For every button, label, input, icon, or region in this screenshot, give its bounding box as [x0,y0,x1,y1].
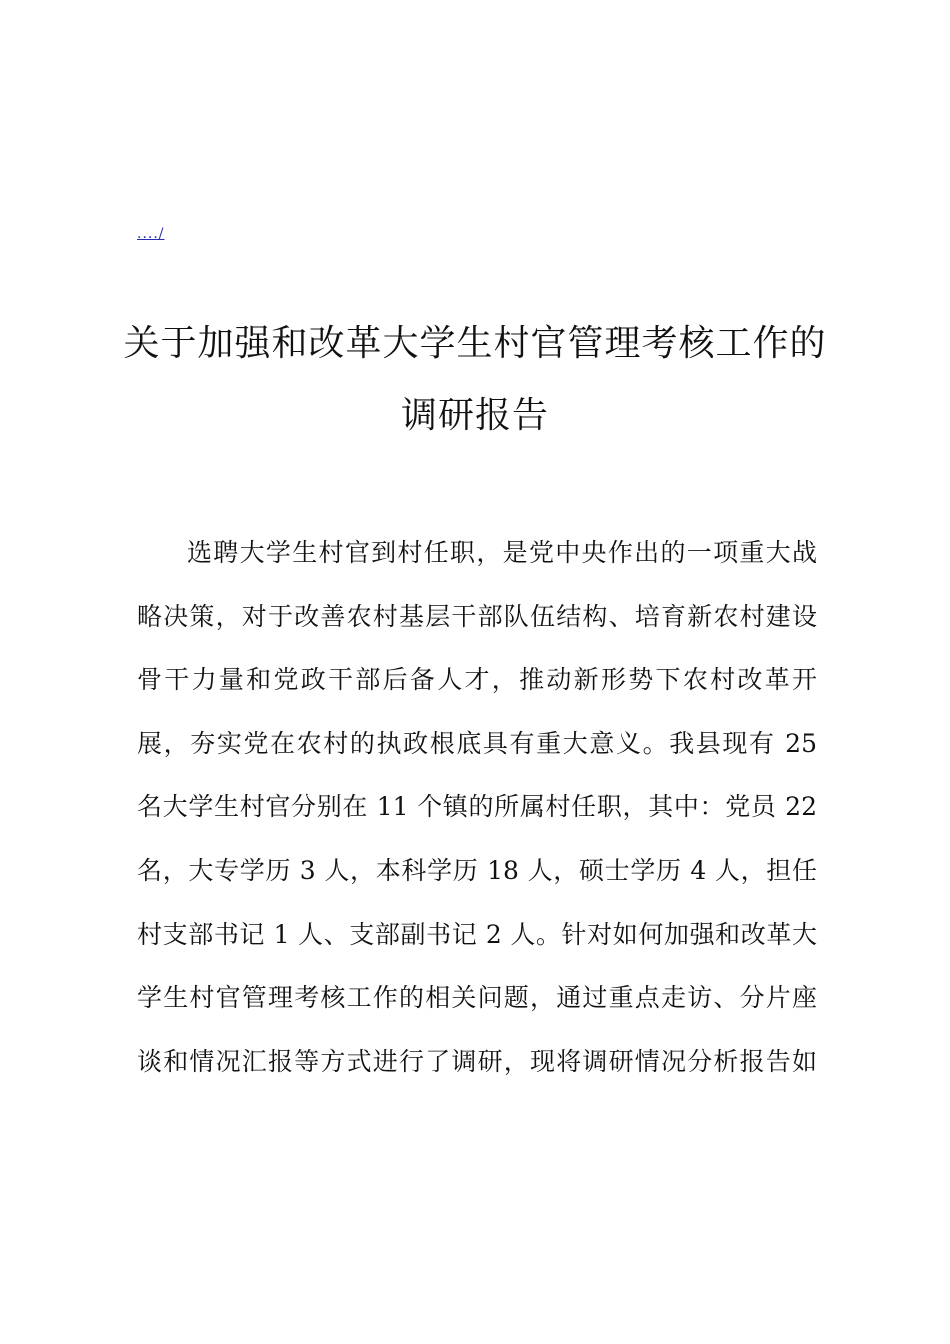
paragraph-line-6: 名，大专学历 3 人，本科学历 18 人，硕士学历 4 人，担任 [137,855,817,885]
title-line-2: 调研报告 [400,395,549,436]
paragraph-line-5: 名大学生村官分别在 11 个镇的所属村任职，其中：党员 22 [137,792,817,822]
paragraph-line-2: 略决策，对于改善农村基层干部队伍结构、培育新农村建设 [137,601,817,631]
body-paragraph [137,524,817,1096]
paragraph-line-1: 选聘大学生村官到村任职，是党中央作出的一项重大战 [187,538,817,567]
paragraph-line-9: 谈和情况汇报等方式进行了调研，现将调研情况分析报告如 [137,1046,817,1076]
paragraph-line-3: 骨干力量和党政干部后备人才，推动新形势下农村改革开 [137,665,817,695]
title-line-1: 关于加强和改革大学生村官管理考核工作的 [123,323,827,364]
paragraph-line-7: 村支部书记 1 人、支部副书记 2 人。针对如何加强和改革大 [137,919,817,949]
paragraph-line-4: 展，夯实党在农村的执政根底具有重大意义。我县现有 25 [137,728,817,758]
document-title [120,308,830,452]
header-link[interactable]: ..../ [137,226,165,242]
paragraph-line-8: 学生村官管理考核工作的相关问题，通过重点走访、分片座 [137,983,817,1013]
